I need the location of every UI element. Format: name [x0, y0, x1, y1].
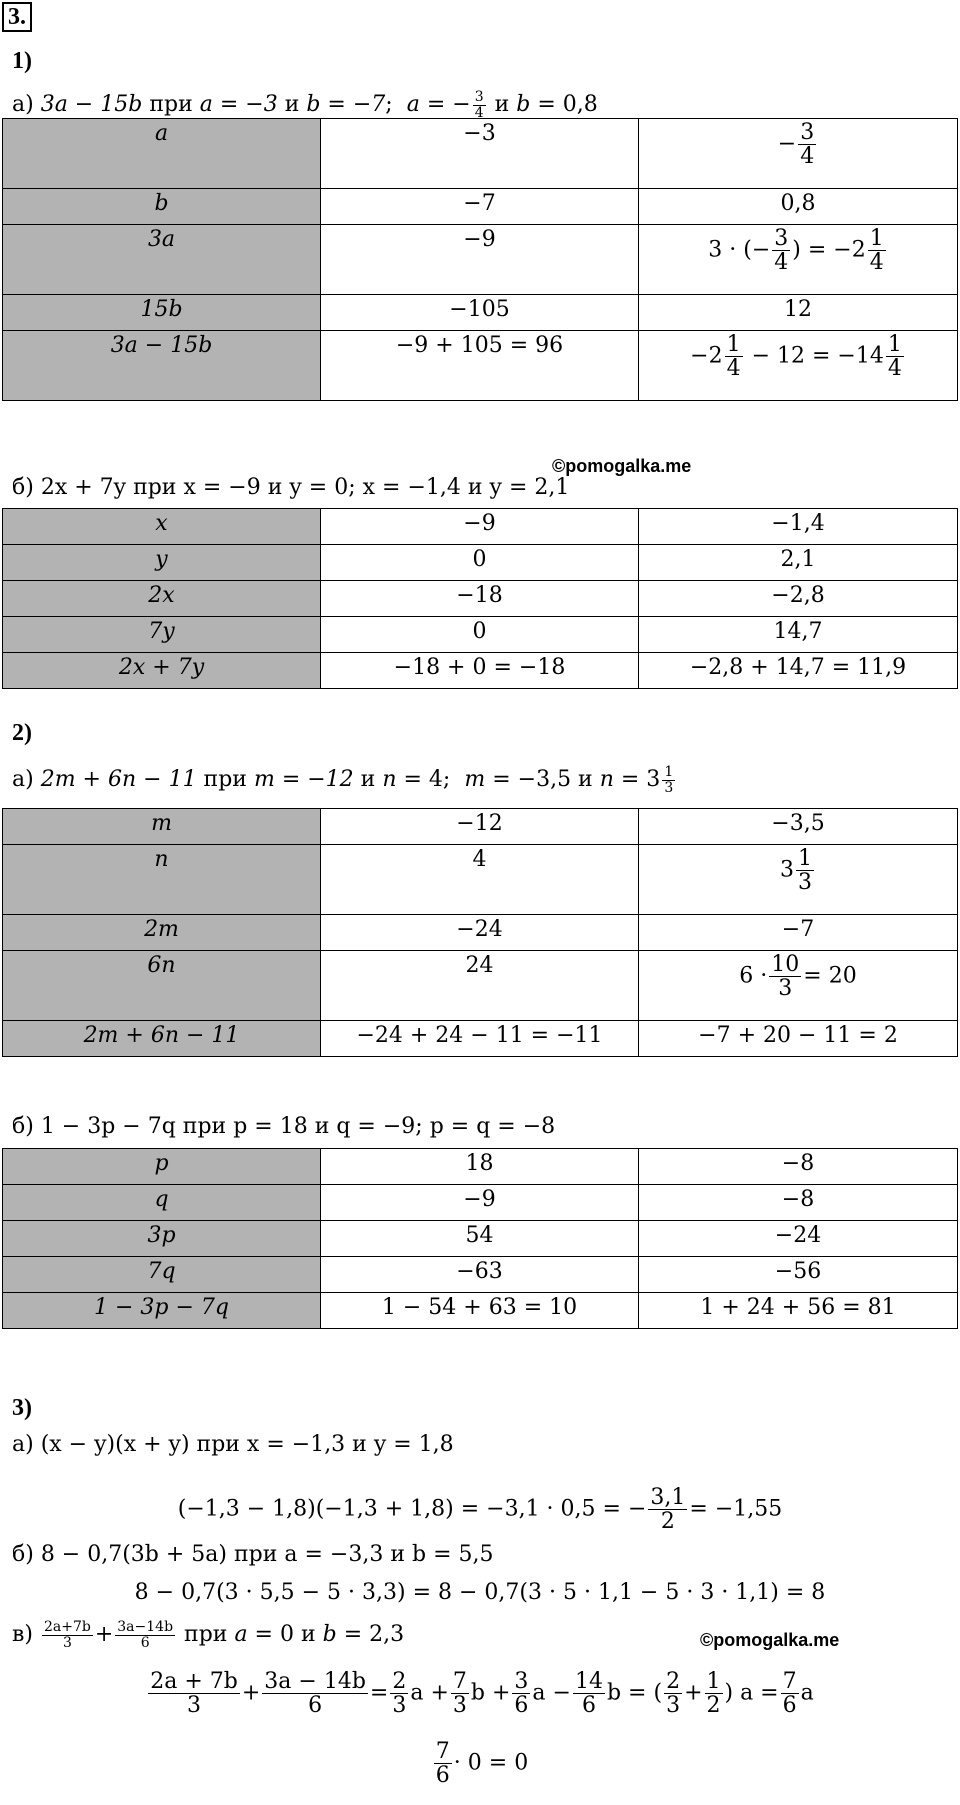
cell: − $\frac{3}{4}$	[639, 119, 958, 189]
cell: −18 + 0 = −18	[321, 653, 639, 689]
cell-header: 2m + 6n − 11	[3, 1021, 321, 1057]
cell-header: p	[3, 1149, 321, 1185]
cell: −8	[639, 1149, 958, 1185]
p2a-label: а) 2m + 6n − 11 при m = −12 и n = 4; m = −3,5 и n = 3 $\frac{1}{3}$	[12, 764, 674, 796]
cell: 0	[321, 545, 639, 581]
cell: −3	[321, 119, 639, 189]
p2b-label: б) 1 − 3p − 7q при p = 18 и q = −9; p = q = −8	[12, 1114, 556, 1139]
cell: −2,8	[639, 581, 958, 617]
p3c-solution-2: $\frac{7}{6}$ · 0 = 0	[435, 1739, 529, 1789]
table-2a	[2, 808, 958, 1057]
cell: −12	[321, 809, 639, 845]
watermark-2: ©pomogalka.me	[700, 1630, 840, 1650]
cell-header: y	[3, 545, 321, 581]
cell-header: a	[3, 119, 321, 189]
cell: −9	[321, 1185, 639, 1221]
cell: −9 + 105 = 96	[321, 331, 639, 401]
cell: −24	[321, 915, 639, 951]
p3a-label: а) (x − y)(x + y) при x = −1,3 и y = 1,8	[12, 1432, 454, 1457]
cell: −24 + 24 − 11 = −11	[321, 1021, 639, 1057]
cell: −18	[321, 581, 639, 617]
cell-header: 7y	[3, 617, 321, 653]
cell: −7 + 20 − 11 = 2	[639, 1021, 958, 1057]
cell: 1 + 24 + 56 = 81	[639, 1293, 958, 1329]
section-1-heading: 1)	[12, 48, 32, 74]
p1b-label: б) 2x + 7y при x = −9 и y = 0; x = −1,4 и y = 2,1	[12, 475, 570, 500]
cell: −105	[321, 295, 639, 331]
table-1b	[2, 508, 958, 689]
cell: −56	[639, 1257, 958, 1293]
cell: 0,8	[639, 189, 958, 225]
cell: 4	[321, 845, 639, 915]
cell: 0	[321, 617, 639, 653]
cell-header: 3a − 15b	[3, 331, 321, 401]
cell-header: 3a	[3, 225, 321, 295]
cell-header: 6n	[3, 951, 321, 1021]
cell: 2,1	[639, 545, 958, 581]
p3b-label: б) 8 − 0,7(3b + 5a) при a = −3,3 и b = 5,5	[12, 1542, 494, 1567]
cell: 14,7	[639, 617, 958, 653]
cell-header: 2m	[3, 915, 321, 951]
cell: 18	[321, 1149, 639, 1185]
cell: −7	[639, 915, 958, 951]
section-3-heading: 3)	[12, 1395, 32, 1421]
cell: −24	[639, 1221, 958, 1257]
p3c-solution-1: $\frac{2a + 7b}{3}$ + $\frac{3a - 14b}{6}$ = $\frac{2}{3}$ a + $\frac{7}{3}$ b + $\frac{3}{6}$ a − $\frac{14}{6}$ b = ( $\frac{2}{3}$ + $\frac{1}{2}$ ) a = $\frac{7}{6}$ a	[150, 1669, 814, 1719]
cell: 3 $\frac{1}{3}$	[639, 845, 958, 915]
watermark: ©pomogalka.me	[552, 456, 692, 476]
p3a-solution: (−1,3 − 1,8)(−1,3 + 1,8) = −3,1 · 0,5 = − $\frac{3,1}{2}$ = −1,55	[177, 1485, 783, 1535]
cell: −7	[321, 189, 639, 225]
table-2b	[2, 1148, 958, 1329]
cell-header: m	[3, 809, 321, 845]
section-2-heading: 2)	[12, 720, 32, 746]
cell: 3 · (− $\frac{3}{4}$ ) = −2 $\frac{1}{4}$	[639, 225, 958, 295]
cell: 54	[321, 1221, 639, 1257]
p3b-solution: 8 − 0,7(3 · 5,5 − 5 · 3,3) = 8 − 0,7(3 · 5 · 1,1 − 5 · 3 · 1,1) = 8	[134, 1580, 826, 1605]
cell-header: b	[3, 189, 321, 225]
cell-header: 1 − 3p − 7q	[3, 1293, 321, 1329]
cell: −63	[321, 1257, 639, 1293]
cell: 1 − 54 + 63 = 10	[321, 1293, 639, 1329]
cell-header: n	[3, 845, 321, 915]
cell: −9	[321, 509, 639, 545]
cell: −9	[321, 225, 639, 295]
p1a-label: а) 3a − 15b при a = −3 и b = −7; a = − $\frac{3}{4}$ и b = 0,8	[12, 89, 598, 121]
cell-header: q	[3, 1185, 321, 1221]
cell: −3,5	[639, 809, 958, 845]
cell: 6 · $\frac{10}{3}$ = 20	[639, 951, 958, 1021]
cell: 24	[321, 951, 639, 1021]
cell-header: 15b	[3, 295, 321, 331]
cell-header: 3p	[3, 1221, 321, 1257]
cell: −2 $\frac{1}{4}$ − 12 = −14 $\frac{1}{4}$	[639, 331, 958, 401]
cell-header: 2x	[3, 581, 321, 617]
p3c-label: в) $\frac{2a+7b}{3}$ + $\frac{3a-14b}{6}$ при a = 0 и b = 2,3	[12, 1619, 405, 1651]
table-1a	[2, 118, 958, 401]
cell-header: 2x + 7y	[3, 653, 321, 689]
problem-number: 3.	[2, 4, 32, 31]
cell: −2,8 + 14,7 = 11,9	[639, 653, 958, 689]
cell: −8	[639, 1185, 958, 1221]
cell: 12	[639, 295, 958, 331]
cell-header: x	[3, 509, 321, 545]
cell: −1,4	[639, 509, 958, 545]
cell-header: 7q	[3, 1257, 321, 1293]
